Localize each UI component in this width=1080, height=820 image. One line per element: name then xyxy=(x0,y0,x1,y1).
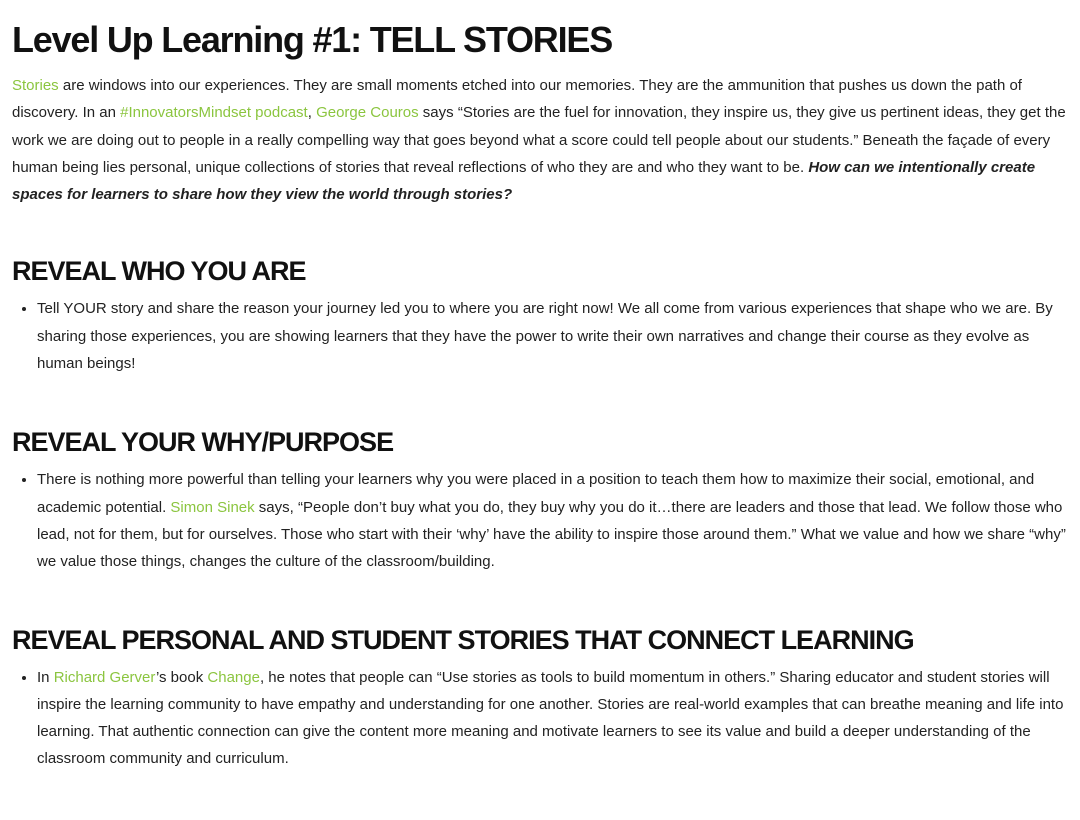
section-reveal-personal-student-stories xyxy=(12,624,1068,773)
section-reveal-who-you-are xyxy=(12,255,1068,377)
bullet-list xyxy=(12,466,1068,575)
stories-link[interactable]: Stories xyxy=(12,77,59,94)
richard-gerver-link[interactable]: Richard Gerver xyxy=(53,668,156,686)
section-heading: REVEAL PERSONAL AND STUDENT STORIES THAT CONNECT LEARNING xyxy=(12,624,914,655)
bullet-text-1: There is nothing more powerful than telling your learners why you were placed in a position to teach them how to maximize their social, emotional, and academic potential. xyxy=(37,471,1035,516)
george-couros-link[interactable]: George Couros xyxy=(316,104,419,122)
bullet-list xyxy=(12,295,1068,377)
section-heading: REVEAL WHO YOU ARE xyxy=(12,256,306,287)
innovators-mindset-podcast-link[interactable]: #InnovatorsMindset podcast xyxy=(120,104,308,122)
simon-sinek-link[interactable]: Simon Sinek xyxy=(170,498,255,516)
bullet-text-2: says, “People don’t buy what you do, they buy why you do it…there are leaders and those that lead. We follow those who lead, not for them, but for ourselves. Those who start with their ‘why’ have the ability to inspire those around them.” What we value and how we share “why” we value those things, changes the culture of the classroom/building. xyxy=(37,498,1066,571)
list-item xyxy=(37,664,1068,773)
bullet-list xyxy=(12,664,1068,773)
bullet-text-1: In xyxy=(37,668,54,686)
intro-text-3: says “Stories are the fuel for innovation, they inspire us, they give us pertinent ideas, they get the work we are doing out to people in a really compelling way that goes beyond what a score could tell people about our students.” Beneath the façade of every human being lies personal, unique collections of stories that reveal reflections of who they are and who they want to be. xyxy=(12,104,1066,176)
page-title: Level Up Learning #1: TELL STORIES xyxy=(12,19,613,60)
bullet-text-2: ’s book xyxy=(155,668,208,686)
section-reveal-your-why xyxy=(12,426,1068,575)
intro-emphasis-question: How can we intentionally create spaces for learners to share how they view the world through stories? xyxy=(12,158,1036,204)
bullet-text-3: , he notes that people can “Use stories as tools to build momentum in others.” Sharing educator and student stories will inspire the learning community to have empathy and understanding for one another. Stories are real-world examples that can breathe meaning and life into learning. That authentic connection can give the content more meaning and motivate learners to see its value and build a deeper understanding of the classroom community and curriculum. xyxy=(37,668,1064,768)
list-item xyxy=(37,466,1068,575)
intro-text-2: , xyxy=(307,104,317,122)
intro-paragraph xyxy=(12,72,1068,208)
list-item: • Tell YOUR story and share the reason your journey led you to where you are right now! We all come from various experiences that shape who we are. By sharing those experiences, you are showing learners that they have the power to write their own narratives and change their course as they evolve as human beings! xyxy=(37,295,1068,377)
intro-text-1: are windows into our experiences. They are small moments etched into our memories. They are the ammunition that pushes us down the path of discovery. In an xyxy=(12,77,1022,122)
section-heading: REVEAL YOUR WHY/PURPOSE xyxy=(12,427,394,458)
change-book-link[interactable]: Change xyxy=(207,668,260,686)
